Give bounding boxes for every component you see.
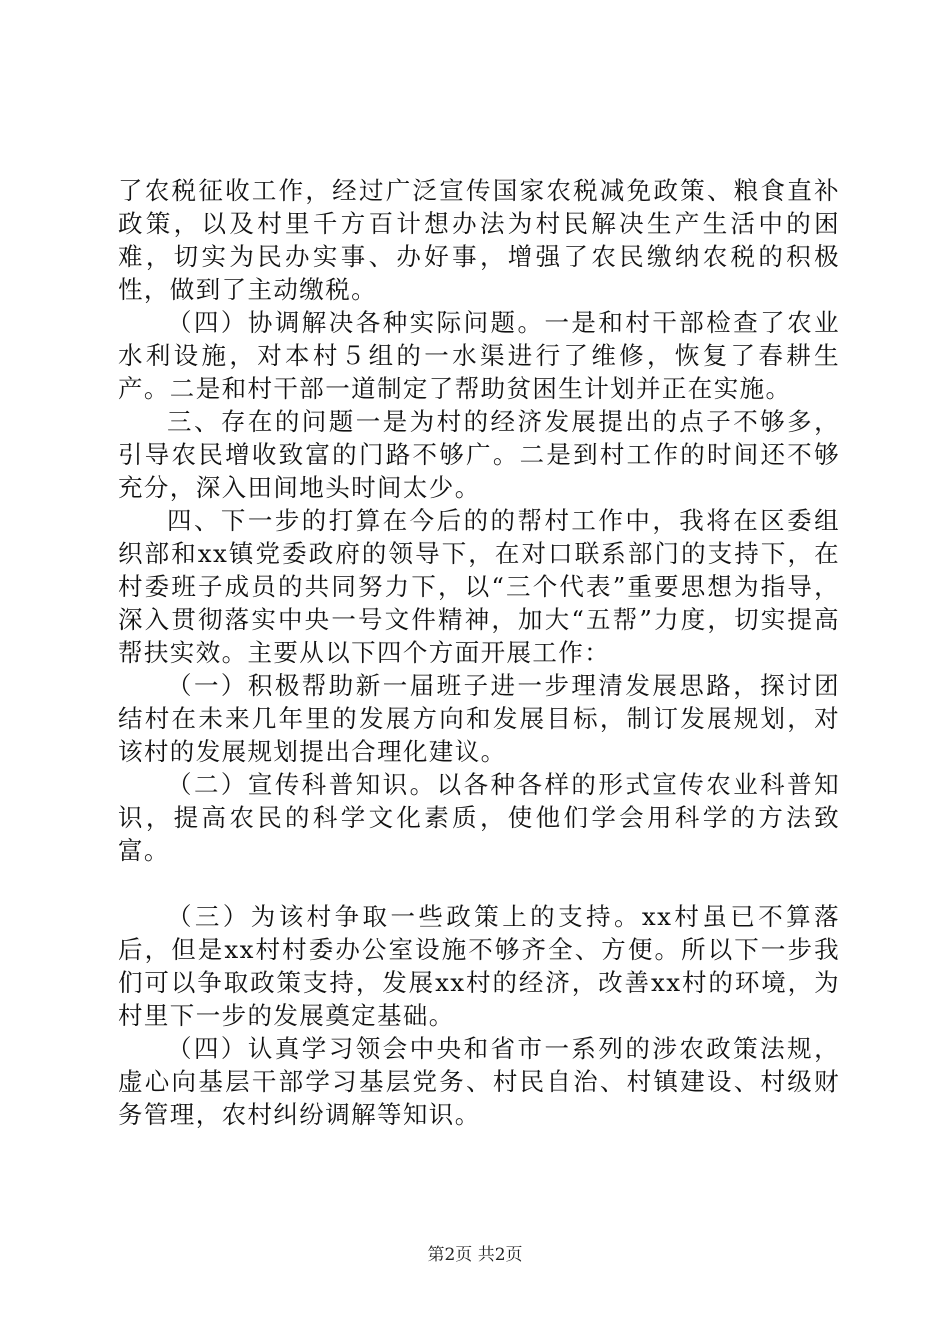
paragraph-gap [118,867,840,900]
paragraph-plan-item-2: （二）宣传科普知识。以各种各样的形式宣传农业科普知识，提高农民的科学文化素质，使他们学会用科学的方法致富。 [118,770,840,865]
paragraph-plan-item-3: （三）为该村争取一些政策上的支持。xx村虽已不算落后，但是xx村村委办公室设施不够齐全、方便。所以下一步我们可以争取政策支持，发展xx村的经济，改善xx村的环境，为村里下一步的发展奠定基础。 [118,902,840,1030]
paragraph-plan-item-4: （四）认真学习领会中央和省市一系列的涉农政策法规，虚心向基层干部学习基层党务、村民自治、村镇建设、村级财务管理，农村纠纷调解等知识。 [118,1034,840,1129]
paragraph-plan-item-1: （一）积极帮助新一届班子进一步理清发展思路，探讨团结村在未来几年里的发展方向和发展目标，制订发展规划，对该村的发展规划提出合理化建议。 [118,671,840,766]
paragraph-section-3-problems: 三、存在的问题一是为村的经济发展提出的点子不够多，引导农民增收致富的门路不够广。二是到村工作的时间还不够充分，深入田间地头时间太少。 [118,407,840,502]
paragraph-section-4-plans: 四、下一步的打算在今后的的帮村工作中，我将在区委组织部和xx镇党委政府的领导下，在对口联系部门的支持下，在村委班子成员的共同努力下，以“三个代表”重要思想为指导，深入贯彻落实中央一号文件精神，加大“五帮”力度，切实提高帮扶实效。主要从以下四个方面开展工作： [118,506,840,667]
paragraph-item-4-problem-solving: （四）协调解决各种实际问题。一是和村干部检查了农业水利设施，对本村５组的一水渠进行了维修，恢复了春耕生产。二是和村干部一道制定了帮助贫困生计划并正在实施。 [118,308,840,403]
paragraph-continuation: 了农税征收工作，经过广泛宣传国家农税减免政策、粮食直补政策，以及村里千方百计想办法为村民解决生产生活中的困难，切实为民办实事、办好事，增强了农民缴纳农税的积极性，做到了主动缴税。 [118,176,840,304]
page-footer: 第2页 共2页 [427,1245,523,1265]
document-body [118,174,840,1131]
